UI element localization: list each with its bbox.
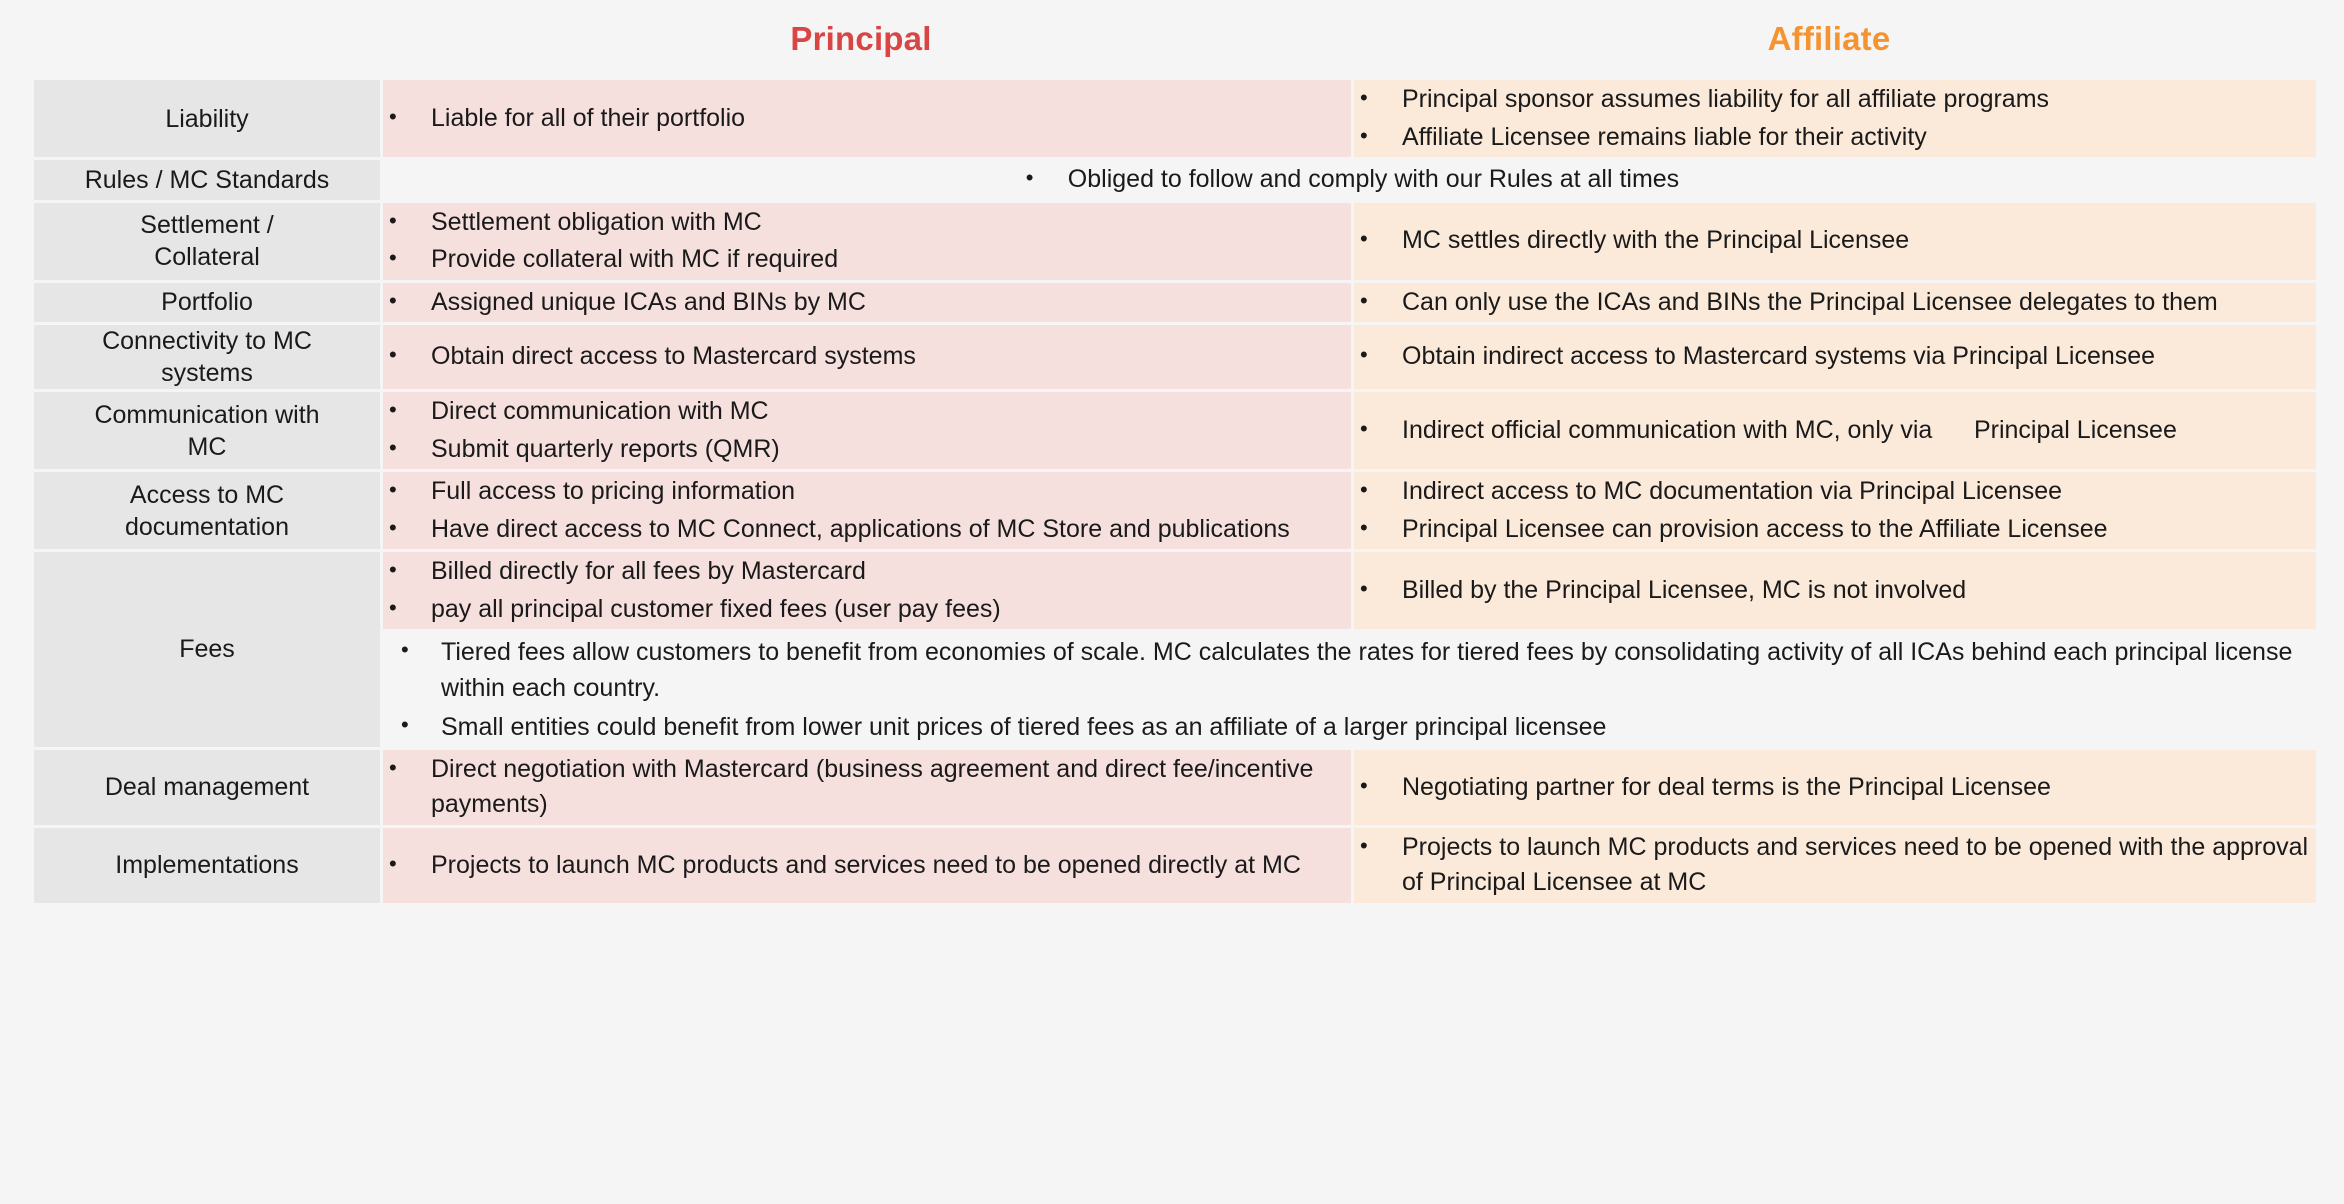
bullet-list <box>1354 82 2316 155</box>
row-label-fees: Fees <box>34 552 380 747</box>
cell-affiliate-connectivity <box>1354 325 2316 389</box>
list-item: • Tiered fees allow customers to benefit from economies of scale. MC calculates the rates for tiered fees by consolidating activity of all ICAs behind each principal license within each country. <box>383 634 2316 707</box>
cell-principal-liability <box>383 80 1351 157</box>
cell-shared-rules <box>383 160 2316 200</box>
label-line: Collateral <box>154 243 260 271</box>
bullet-list <box>1354 474 2316 547</box>
cell-affiliate-communication <box>1354 392 2316 469</box>
row-label-access-documentation <box>34 472 380 549</box>
bullet-list <box>1354 573 2316 609</box>
cell-affiliate-settlement <box>1354 203 2316 280</box>
cell-principal-fees <box>383 552 1351 629</box>
bullet-list <box>383 339 1351 375</box>
list-item: • Billed directly for all fees by Mastercard <box>383 554 1351 590</box>
table-row <box>34 283 2316 323</box>
bullet-list <box>383 752 1351 823</box>
bullet-list <box>1354 223 2316 259</box>
list-item: • Billed by the Principal Licensee, MC is not involved <box>1354 573 2316 609</box>
table-body <box>34 80 2316 903</box>
list-item: • Provide collateral with MC if required <box>383 242 1351 278</box>
list-item: • Principal Licensee can provision access to the Affiliate Licensee <box>1354 512 2316 548</box>
cell-affiliate-implementations <box>1354 828 2316 903</box>
bullet-list <box>1354 413 2316 449</box>
cell-affiliate-deal-management <box>1354 750 2316 825</box>
bullet-list <box>383 554 1351 627</box>
header-spacer <box>31 0 377 77</box>
list-item: • Obliged to follow and comply with our Rules at all times <box>1020 162 1679 198</box>
label-line: Settlement / <box>140 211 274 239</box>
row-label-implementations: Implementations <box>34 828 380 903</box>
list-item: • Indirect official communication with MC, only via Principal Licensee <box>1354 413 2316 449</box>
list-item: • Principal sponsor assumes liability for all affiliate programs <box>1354 82 2316 118</box>
list-item: • Liable for all of their portfolio <box>383 101 1351 137</box>
bullet-list <box>383 848 1351 884</box>
list-item: • Have direct access to MC Connect, applications of MC Store and publications <box>383 512 1351 548</box>
label-line: systems <box>161 359 253 387</box>
row-label-settlement-collateral <box>34 203 380 280</box>
table-row <box>34 828 2316 903</box>
bullet-list <box>383 101 1351 137</box>
table-row <box>34 160 2316 200</box>
list-item: • Affiliate Licensee remains liable for their activity <box>1354 120 2316 156</box>
cell-principal-implementations <box>383 828 1351 903</box>
list-item: • Direct communication with MC <box>383 394 1351 430</box>
list-item: • Small entities could benefit from lower unit prices of tiered fees as an affiliate of a larger principal licensee <box>383 709 2316 745</box>
table-row <box>34 80 2316 157</box>
table-header <box>31 0 2313 77</box>
list-item: • Projects to launch MC products and services need to be opened directly at MC <box>383 848 1351 884</box>
table-row <box>34 325 2316 389</box>
bullet-list <box>1020 160 1679 200</box>
cell-principal-deal-management <box>383 750 1351 825</box>
row-label-connectivity <box>34 325 380 389</box>
bullet-list <box>1354 830 2316 901</box>
list-item: • Can only use the ICAs and BINs the Principal Licensee delegates to them <box>1354 285 2316 321</box>
row-label-communication <box>34 392 380 469</box>
list-item: • Obtain indirect access to Mastercard systems via Principal Licensee <box>1354 339 2316 375</box>
bullet-list <box>383 205 1351 278</box>
bullet-list <box>383 285 1351 321</box>
list-item: • Assigned unique ICAs and BINs by MC <box>383 285 1351 321</box>
table-row <box>34 392 2316 469</box>
cell-affiliate-portfolio <box>1354 283 2316 323</box>
label-line: Connectivity to MC <box>102 327 312 355</box>
row-label-rules-mc-standards: Rules / MC Standards <box>34 160 380 200</box>
principal-vs-affiliate-table <box>31 77 2319 906</box>
list-item: • Negotiating partner for deal terms is the Principal Licensee <box>1354 770 2316 806</box>
bullet-list <box>1354 285 2316 321</box>
column-header-affiliate: Affiliate <box>1767 19 1891 57</box>
cell-affiliate-access-documentation <box>1354 472 2316 549</box>
cell-principal-access-documentation <box>383 472 1351 549</box>
table-row <box>34 472 2316 549</box>
list-item: • Submit quarterly reports (QMR) <box>383 432 1351 468</box>
table-row <box>34 750 2316 825</box>
centered-wrapper <box>383 160 2316 200</box>
row-label-liability: Liability <box>34 80 380 157</box>
bullet-list <box>383 634 2316 745</box>
cell-fees-notes <box>383 632 2316 747</box>
label-line: Access to MC <box>129 480 285 509</box>
cell-principal-connectivity <box>383 325 1351 389</box>
list-item: • Settlement obligation with MC <box>383 205 1351 241</box>
list-item: • pay all principal customer fixed fees (user pay fees) <box>383 592 1351 628</box>
label-line: MC <box>187 432 227 461</box>
list-item: • MC settles directly with the Principal Licensee <box>1354 223 2316 259</box>
table-row <box>34 203 2316 280</box>
row-label-deal-management: Deal management <box>34 750 380 825</box>
bullet-list <box>383 474 1351 547</box>
column-header-principal: Principal <box>790 19 932 57</box>
list-item: • Indirect access to MC documentation via Principal Licensee <box>1354 474 2316 510</box>
list-item: • Full access to pricing information <box>383 474 1351 510</box>
table-row <box>34 552 2316 629</box>
list-item: • Projects to launch MC products and services need to be opened with the approval of Principal Licensee at MC <box>1354 830 2316 901</box>
label-line: Communication with <box>94 400 320 429</box>
cell-principal-settlement <box>383 203 1351 280</box>
bullet-list <box>1354 770 2316 806</box>
label-line: documentation <box>124 512 289 541</box>
list-item: • Direct negotiation with Mastercard (business agreement and direct fee/incentive payments) <box>383 752 1351 823</box>
row-label-portfolio: Portfolio <box>34 283 380 323</box>
cell-principal-communication <box>383 392 1351 469</box>
cell-principal-portfolio <box>383 283 1351 323</box>
cell-affiliate-fees <box>1354 552 2316 629</box>
bullet-list <box>383 394 1351 467</box>
cell-affiliate-liability <box>1354 80 2316 157</box>
list-item: • Obtain direct access to Mastercard systems <box>383 339 1351 375</box>
bullet-list <box>1354 339 2316 375</box>
